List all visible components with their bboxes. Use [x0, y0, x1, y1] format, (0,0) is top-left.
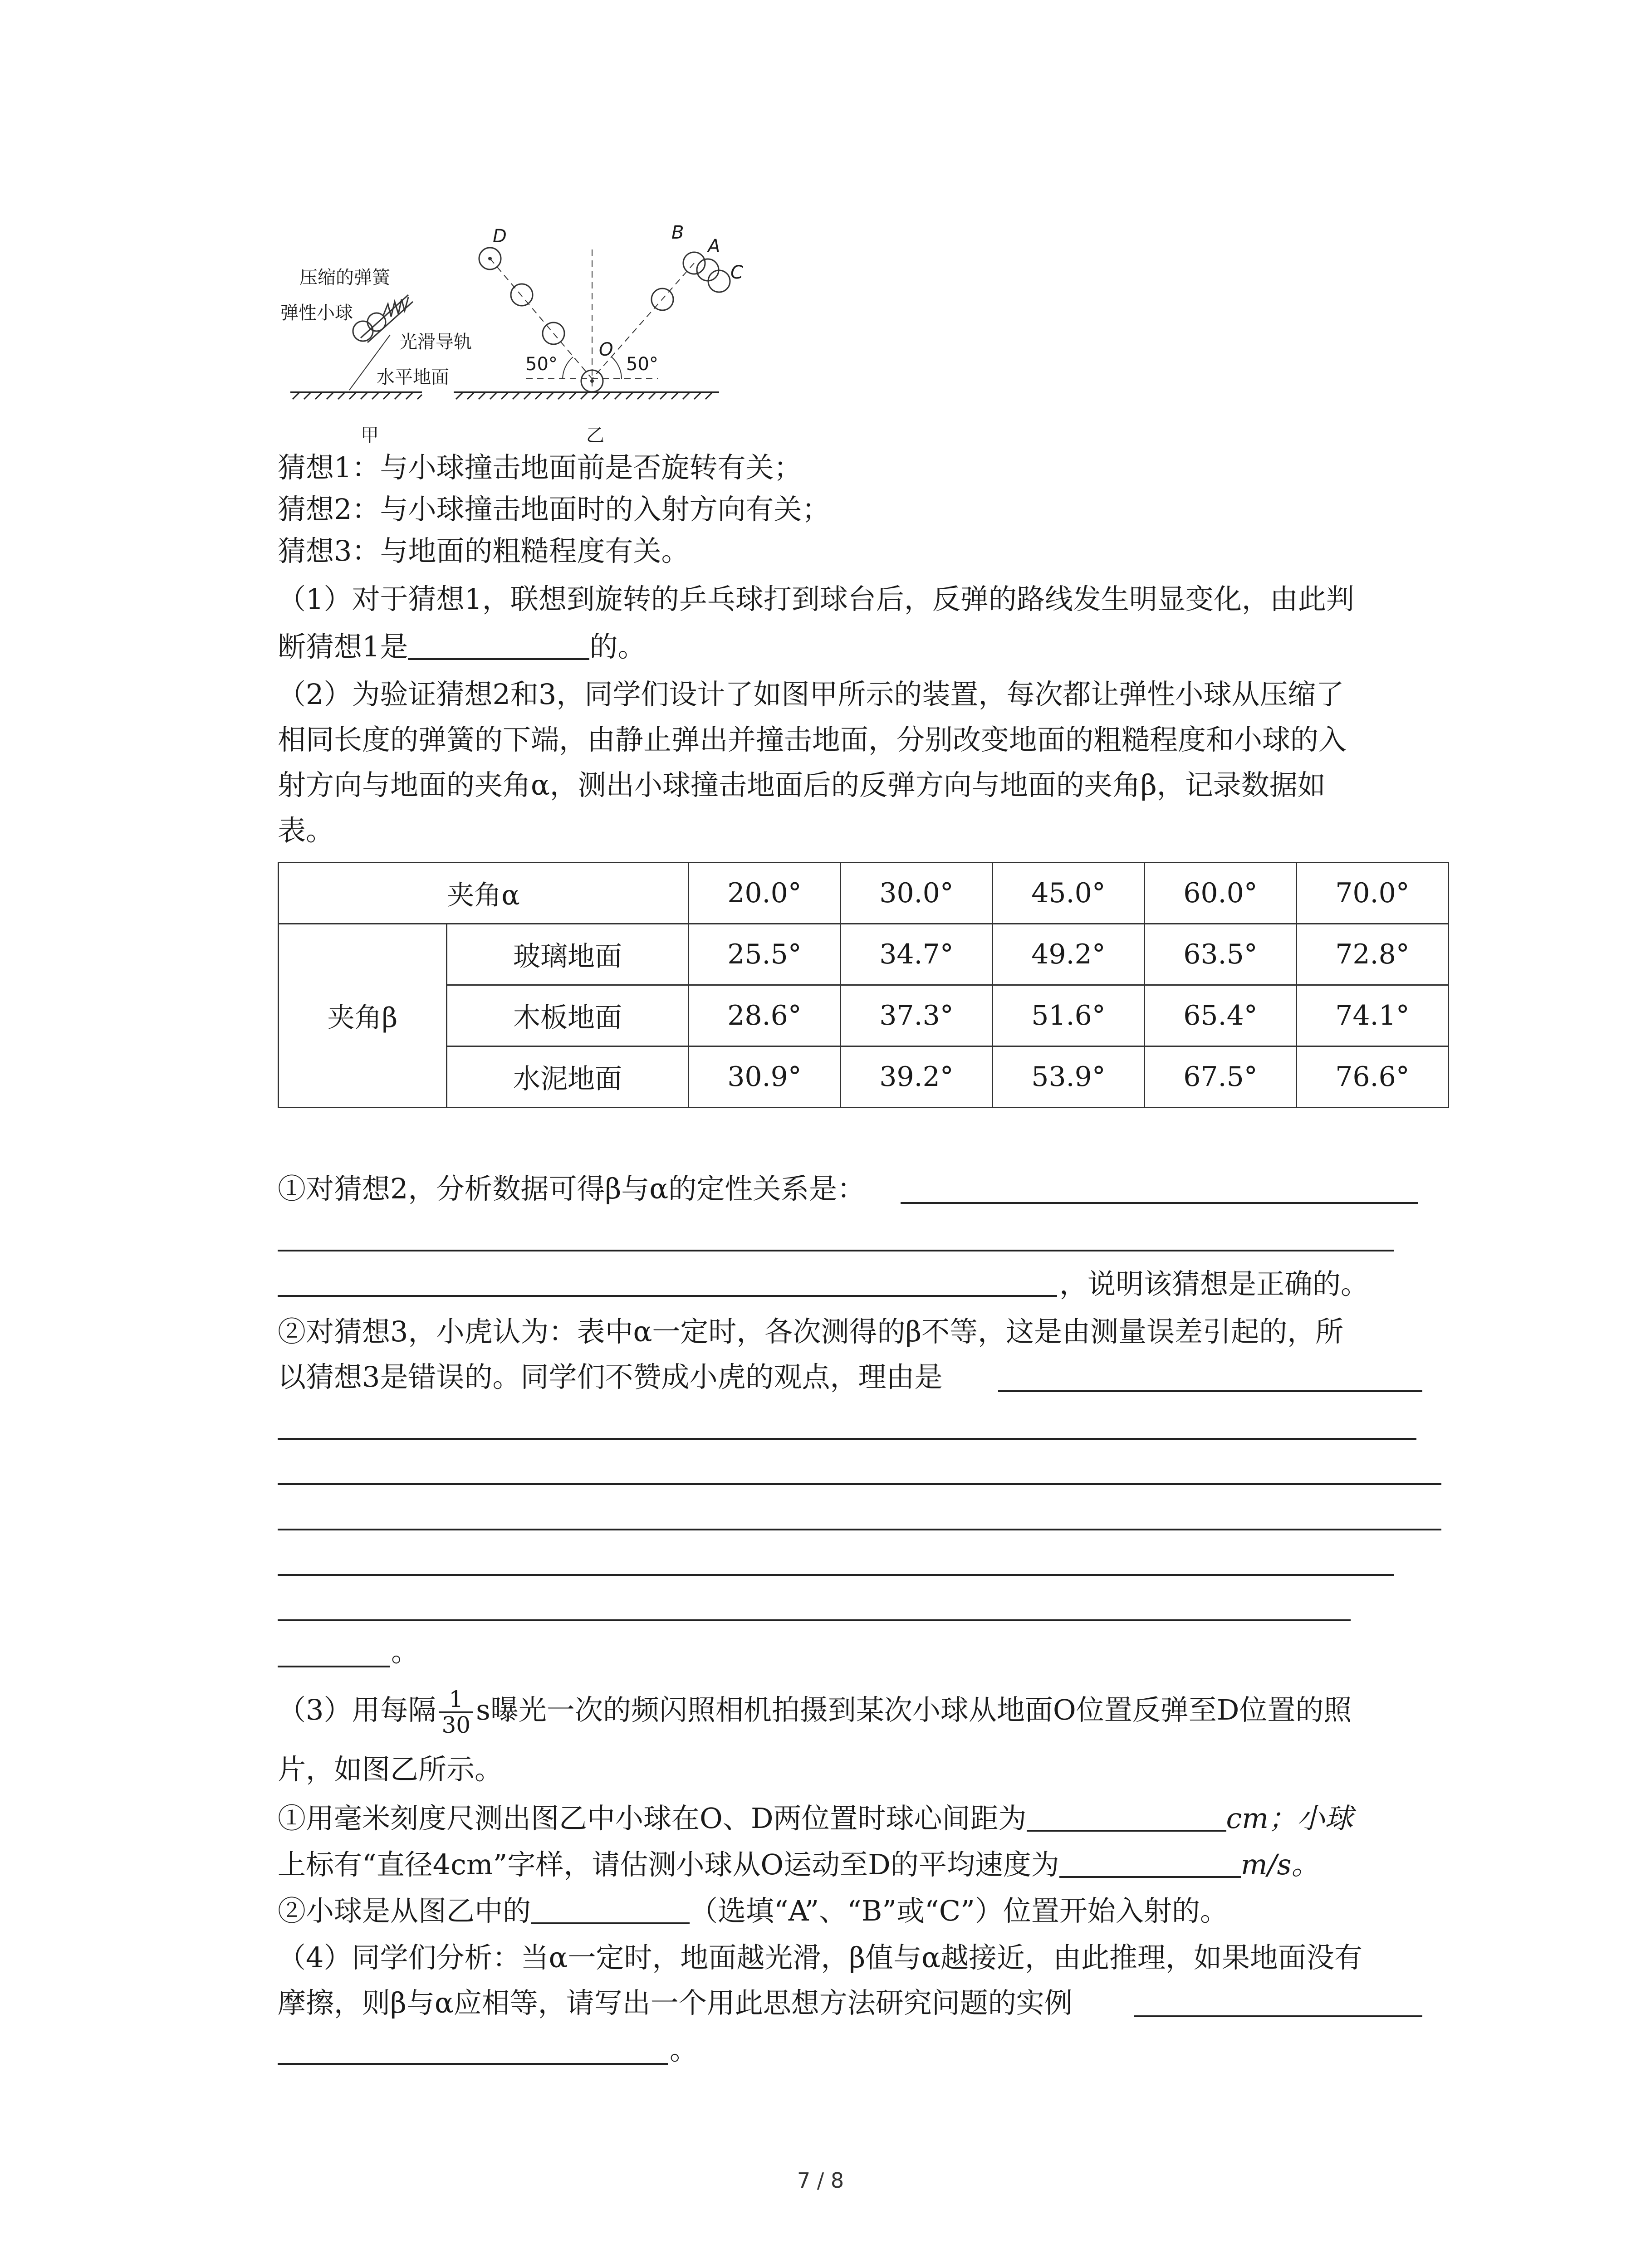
label-point-o: O	[599, 339, 613, 360]
answer-line[interactable]	[1134, 2015, 1422, 2017]
label-point-a: A	[708, 236, 720, 257]
fraction-denominator: 30	[441, 1711, 471, 1738]
surface-cell: 水泥地面	[447, 1046, 689, 1108]
speed-answer-blank[interactable]	[1059, 1851, 1241, 1878]
q1-answer-blank[interactable]	[408, 633, 589, 660]
distance-answer-blank[interactable]	[1027, 1804, 1226, 1832]
beta-cell: 76.6°	[1297, 1046, 1449, 1108]
beta-cell: 53.9°	[993, 1046, 1145, 1108]
q2-s2-end: 。	[391, 1635, 420, 1668]
fraction-numerator: 1	[439, 1687, 473, 1713]
label-rail: 光滑导轨	[399, 332, 472, 352]
beta-cell: 65.4°	[1145, 985, 1297, 1046]
beta-cell: 39.2°	[841, 1046, 993, 1108]
beta-cell: 67.5°	[1145, 1046, 1297, 1108]
answer-line[interactable]	[278, 2063, 668, 2065]
q2-s1-line1: ①对猜想2，分析数据可得β与α的定性关系是：	[278, 1172, 866, 1205]
alpha-cell: 30.0°	[841, 863, 993, 924]
q3-s1-text-a: ①用毫米刻度尺测出图乙中小球在O、D两位置时球心间距为	[278, 1802, 1027, 1835]
q3-s1-line1	[278, 1804, 1353, 1833]
guess-2: 猜想2：与小球撞击地面时的入射方向有关；	[278, 493, 830, 526]
q4-line3-end: 。	[670, 2033, 698, 2066]
q3-line1	[278, 1678, 1352, 1742]
label-angle-right: 50°	[626, 354, 658, 375]
beta-cell: 63.5°	[1145, 924, 1297, 985]
answer-line[interactable]	[278, 1529, 1441, 1530]
q3-s1-text-b: 上标有“直径4cm”字样，请估测小球从O运动至D的平均速度为	[278, 1848, 1059, 1881]
q4-line1: （4）同学们分析：当α一定时，地面越光滑，β值与α越接近，由此推理，如果地面没有	[278, 1941, 1363, 1974]
label-point-d: D	[493, 226, 507, 247]
q3-s2-text-b: （选填“A”、“B”或“C”）位置开始入射的。	[690, 1894, 1228, 1927]
table-row	[279, 924, 1449, 985]
caption-yi: 乙	[586, 425, 604, 446]
q2-s2-line2: 以猜想3是错误的。同学们不赞成小虎的观点，理由是	[278, 1360, 943, 1393]
answer-line[interactable]	[998, 1390, 1422, 1392]
answer-line[interactable]	[278, 1574, 1394, 1576]
alpha-header: 夹角α	[279, 863, 689, 924]
caption-jia: 甲	[361, 425, 379, 446]
beta-header: 夹角β	[279, 924, 447, 1108]
surface-cell: 玻璃地面	[447, 924, 689, 985]
beta-cell: 28.6°	[689, 985, 841, 1046]
beta-cell: 72.8°	[1297, 924, 1449, 985]
q1-line2	[278, 630, 646, 663]
alpha-cell: 20.0°	[689, 863, 841, 924]
answer-line[interactable]	[278, 1295, 1057, 1297]
q3-suffix: s曝光一次的频闪照相机拍摄到某次小球从地面O位置反弹至D位置的照	[476, 1693, 1352, 1726]
guess-3: 猜想3：与地面的粗糙程度有关。	[278, 534, 690, 567]
figure-yi	[454, 248, 730, 399]
beta-cell: 51.6°	[993, 985, 1145, 1046]
beta-cell: 30.9°	[689, 1046, 841, 1108]
label-point-b: B	[671, 222, 684, 243]
alpha-cell: 45.0°	[993, 863, 1145, 924]
elastic-ball	[353, 321, 373, 341]
q3-s1-unit-cm: cm；小球	[1226, 1802, 1353, 1835]
q3-s2-text-a: ②小球是从图乙中的	[278, 1894, 531, 1927]
q3-s1-line2	[278, 1848, 1320, 1881]
surface-cell: 木板地面	[447, 985, 689, 1046]
q1-line1: （1）对于猜想1，联想到旋转的乒乓球打到球台后，反弹的路线发生明显变化，由此判	[278, 582, 1354, 616]
answer-line[interactable]	[278, 1483, 1441, 1485]
table-row	[279, 985, 1449, 1046]
guess-1: 猜想1：与小球撞击地面前是否旋转有关；	[278, 451, 802, 484]
alpha-cell: 60.0°	[1145, 863, 1297, 924]
q4-line2: 摩擦，则β与α应相等，请写出一个用此思想方法研究问题的实例	[278, 1986, 1073, 2019]
answer-line[interactable]	[278, 1438, 1416, 1440]
q2-s2-line1: ②对猜想3，小虎认为：表中α一定时，各次测得的β不等，这是由测量误差引起的，所	[278, 1315, 1344, 1348]
label-point-c: C	[730, 262, 743, 283]
label-elastic-ball: 弹性小球	[280, 303, 353, 323]
q3-line2: 片，如图乙所示。	[278, 1753, 503, 1786]
q2-line2: 相同长度的弹簧的下端，由静止弹出并撞击地面，分别改变地面的粗糙程度和小球的入	[278, 723, 1347, 756]
position-answer-blank[interactable]	[531, 1897, 690, 1924]
label-spring: 压缩的弹簧	[299, 267, 390, 288]
answer-line[interactable]	[901, 1202, 1418, 1204]
q2-s1-line3: ，说明该猜想是正确的。	[1059, 1267, 1369, 1300]
answer-line[interactable]	[278, 1619, 1351, 1621]
q1-line2-text-a: 断猜想1是	[278, 630, 408, 663]
answer-line[interactable]	[278, 1666, 390, 1667]
page-number: 7 / 8	[797, 2168, 844, 2193]
beta-cell: 25.5°	[689, 924, 841, 985]
q3-s2-line	[278, 1894, 1228, 1927]
table-row	[279, 1046, 1449, 1108]
beta-cell: 49.2°	[993, 924, 1145, 985]
q2-line1: （2）为验证猜想2和3，同学们设计了如图甲所示的装置，每次都让弹性小球从压缩了	[278, 678, 1344, 711]
fraction	[439, 1687, 473, 1737]
figure-diagram	[272, 213, 771, 449]
q2-line4: 表。	[278, 814, 334, 847]
q3-s1-unit-ms: m/s。	[1240, 1848, 1320, 1881]
table-row	[279, 863, 1449, 924]
beta-cell: 37.3°	[841, 985, 993, 1046]
beta-cell: 34.7°	[841, 924, 993, 985]
q1-line2-text-b: 的。	[589, 630, 646, 663]
alpha-cell: 70.0°	[1297, 863, 1449, 924]
label-ground: 水平地面	[377, 367, 449, 388]
label-angle-left: 50°	[525, 354, 558, 375]
q3-prefix: （3）用每隔	[278, 1693, 436, 1726]
answer-line[interactable]	[278, 1250, 1394, 1251]
data-table	[278, 862, 1449, 1108]
q2-line3: 射方向与地面的夹角α，测出小球撞击地面后的反弹方向与地面的夹角β，记录数据如	[278, 768, 1326, 802]
beta-cell: 74.1°	[1297, 985, 1449, 1046]
